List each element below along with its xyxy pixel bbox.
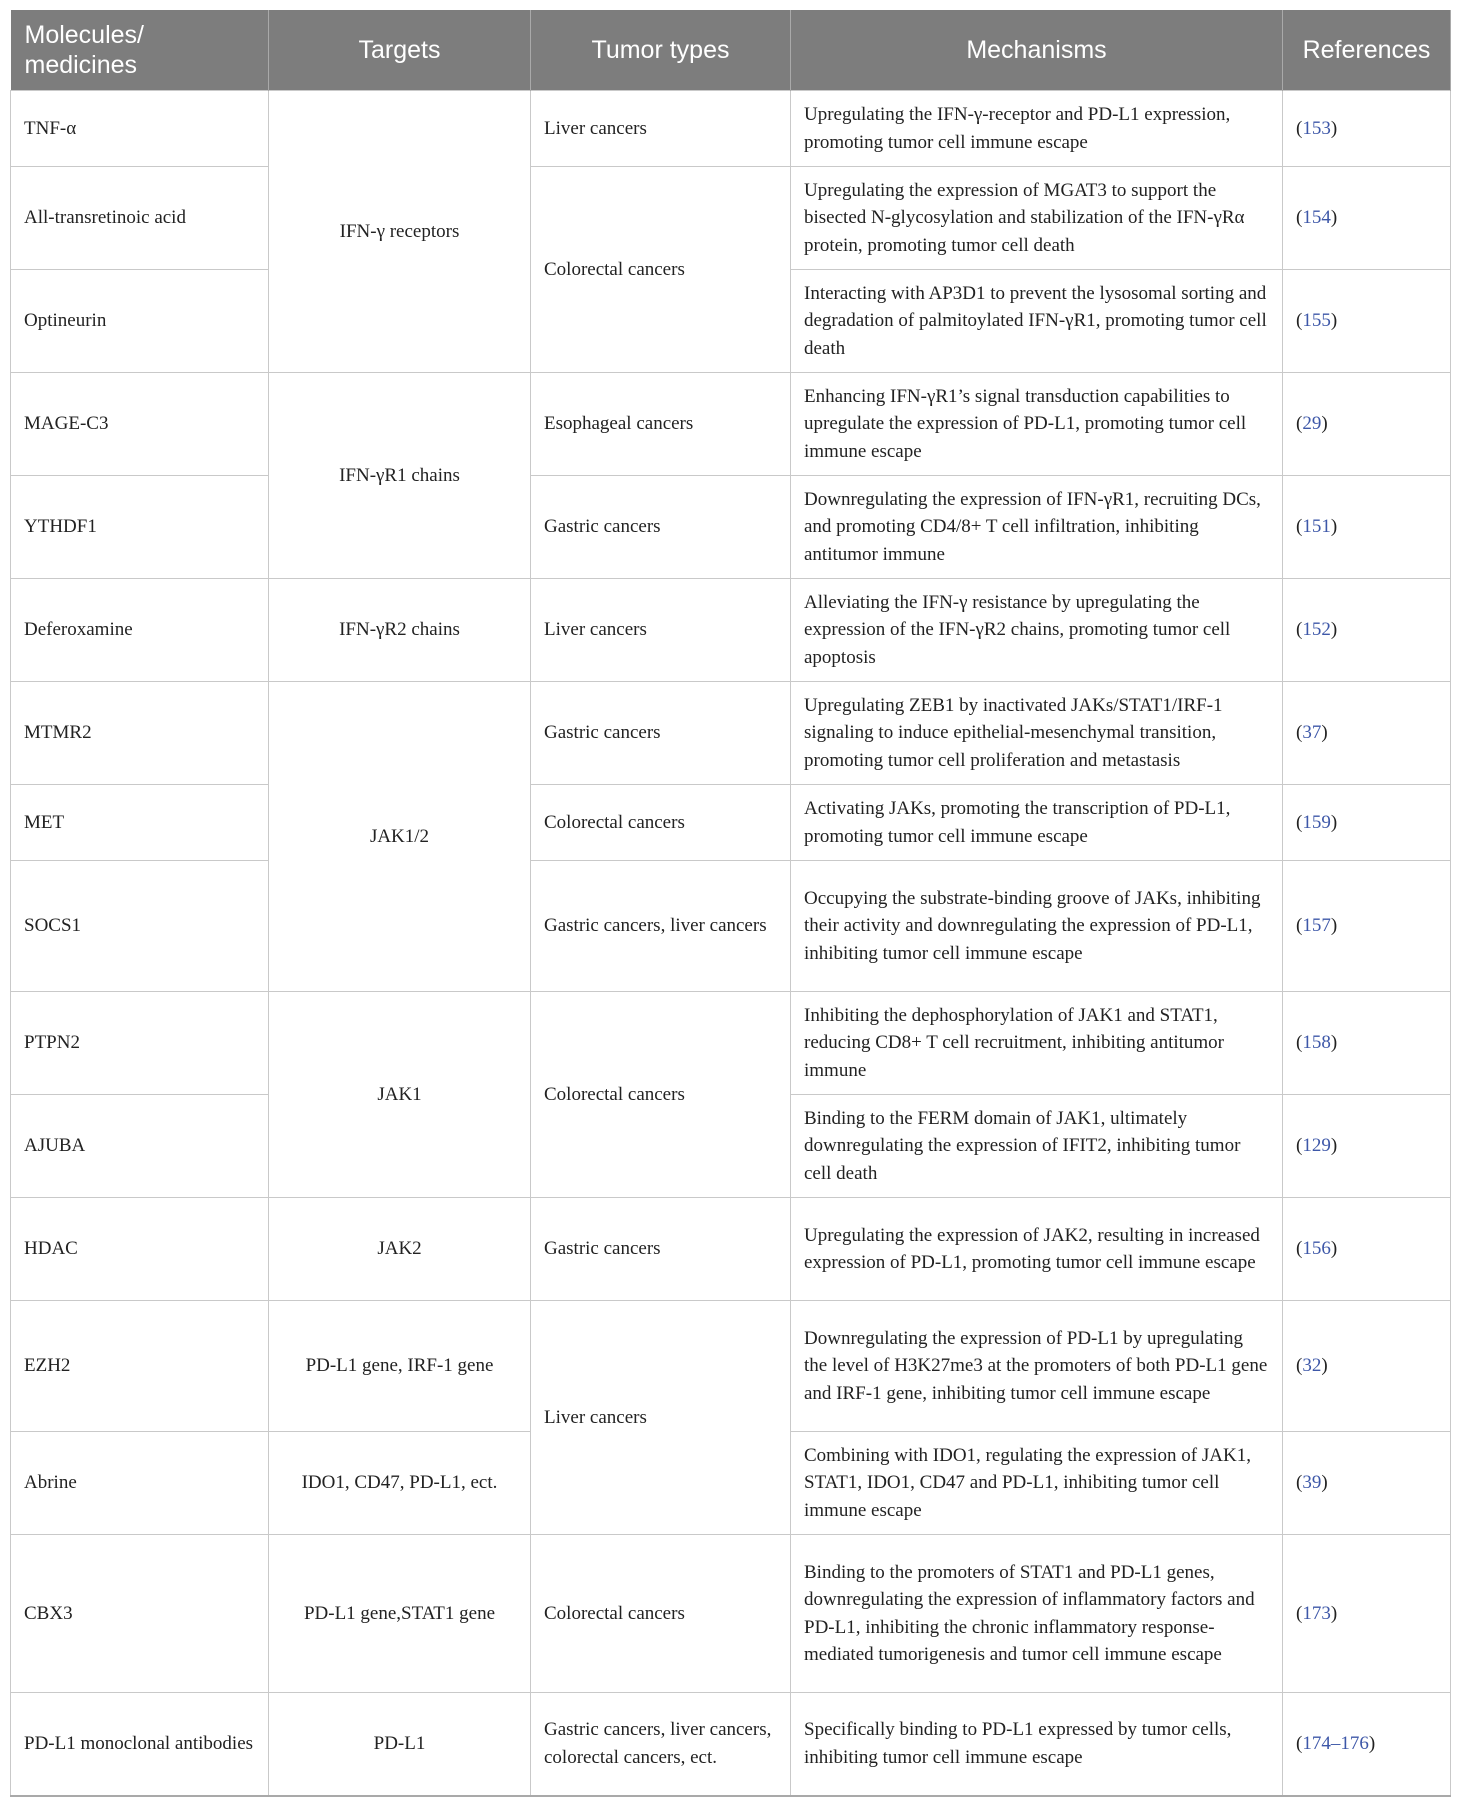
table-row [11,167,1451,270]
reference-link[interactable]: 154 [1302,207,1331,229]
mechanism-cell: Activating JAKs, promoting the transcription of PD-L1, promoting tumor cell immune escape [791,785,1283,861]
header-references: References [1283,10,1451,91]
target-cell: PD-L1 gene,STAT1 gene [269,1535,531,1693]
molecule-cell: PTPN2 [11,992,269,1095]
mechanism-cell: Occupying the substrate-binding groove of JAKs, inhibiting their activity and downregulating the expression of PD-L1, inhibiting tumor cell immune escape [791,861,1283,992]
target-cell: IFN-γR2 chains [269,579,531,682]
tumor-type-cell: Gastric cancers [531,1198,791,1301]
molecule-cell: HDAC [11,1198,269,1301]
tumor-type-cell: Liver cancers [531,579,791,682]
table-row [11,1198,1451,1301]
reference-cell: (37) [1283,682,1451,785]
table-row [11,1535,1451,1693]
molecule-cell: PD-L1 monoclonal antibodies [11,1693,269,1796]
molecule-cell: SOCS1 [11,861,269,992]
tumor-type-cell: Liver cancers [531,91,791,167]
reference-cell: (39) [1283,1432,1451,1535]
molecule-cell: MTMR2 [11,682,269,785]
reference-link[interactable]: 173 [1302,1602,1331,1624]
table-row [11,992,1451,1095]
table-row [11,91,1451,167]
molecule-cell: All-transretinoic acid [11,167,269,270]
reference-cell: (155) [1283,270,1451,373]
reference-link[interactable]: 157 [1302,915,1331,937]
reference-link[interactable]: 152 [1302,619,1331,641]
mechanism-cell: Downregulating the expression of IFN-γR1, recruiting DCs, and promoting CD4/8+ T cell infiltration, inhibiting antitumor immune [791,476,1283,579]
reference-link[interactable]: 32 [1302,1355,1322,1377]
molecule-cell: AJUBA [11,1095,269,1198]
molecule-cell: Deferoxamine [11,579,269,682]
reference-cell: (157) [1283,861,1451,992]
mechanism-cell: Inhibiting the dephosphorylation of JAK1 and STAT1, reducing CD8+ T cell recruitment, inhibiting antitumor immune [791,992,1283,1095]
target-cell: IDO1, CD47, PD-L1, ect. [269,1432,531,1535]
table-row [11,476,1451,579]
reference-cell: (29) [1283,373,1451,476]
reference-link[interactable]: 158 [1302,1032,1331,1054]
mechanism-cell: Binding to the FERM domain of JAK1, ultimately downregulating the expression of IFIT2, inhibiting tumor cell death [791,1095,1283,1198]
tumor-type-cell: Colorectal cancers [531,992,791,1198]
molecule-cell: CBX3 [11,1535,269,1693]
header-targets: Targets [269,10,531,91]
reference-cell: (154) [1283,167,1451,270]
mechanism-cell: Upregulating the IFN-γ-receptor and PD-L1 expression, promoting tumor cell immune escape [791,91,1283,167]
molecule-cell: TNF-α [11,91,269,167]
reference-cell: (159) [1283,785,1451,861]
reference-cell: (173) [1283,1535,1451,1693]
molecule-cell: MAGE-C3 [11,373,269,476]
reference-link[interactable]: 174–176 [1302,1733,1369,1754]
header-mechanisms: Mechanisms [791,10,1283,91]
reference-cell: (174–176) [1283,1693,1451,1796]
tumor-type-cell: Gastric cancers, liver cancers, colorectal cancers, ect. [531,1693,791,1796]
molecule-cell: MET [11,785,269,861]
tumor-type-cell: Colorectal cancers [531,1535,791,1693]
header-tumor-types: Tumor types [531,10,791,91]
table-container [10,10,1450,1797]
mechanism-cell: Upregulating the expression of JAK2, resulting in increased expression of PD-L1, promoting tumor cell immune escape [791,1198,1283,1301]
tumor-type-cell: Gastric cancers, liver cancers [531,861,791,992]
tumor-type-cell: Gastric cancers [531,476,791,579]
reference-link[interactable]: 37 [1302,722,1322,744]
reference-cell: (32) [1283,1301,1451,1432]
mechanism-cell: Binding to the promoters of STAT1 and PD-L1 genes, downregulating the expression of inflammatory factors and PD-L1, inhibiting the chronic inflammatory response-mediated tumorigenesis and tumor cell immune escape [791,1535,1283,1693]
reference-link[interactable]: 129 [1302,1135,1331,1157]
reference-cell: (156) [1283,1198,1451,1301]
table-row [11,373,1451,476]
reference-link[interactable]: 39 [1302,1472,1322,1494]
target-cell: JAK2 [269,1198,531,1301]
reference-cell: (158) [1283,992,1451,1095]
target-cell: PD-L1 [269,1693,531,1796]
reference-link[interactable]: 156 [1302,1238,1331,1260]
table-row [11,1693,1451,1796]
target-cell: JAK1/2 [269,682,531,992]
tumor-type-cell: Colorectal cancers [531,167,791,373]
reference-link[interactable]: 159 [1302,811,1331,833]
molecule-cell: EZH2 [11,1301,269,1432]
mechanism-cell: Upregulating the expression of MGAT3 to support the bisected N-glycosylation and stabilization of the IFN-γRα protein, promoting tumor cell death [791,167,1283,270]
table-row [11,1301,1451,1432]
reference-cell: (151) [1283,476,1451,579]
table-row [11,861,1451,992]
reference-cell: (153) [1283,91,1451,167]
mechanism-cell: Combining with IDO1, regulating the expression of JAK1, STAT1, IDO1, CD47 and PD-L1, inhibiting tumor cell immune escape [791,1432,1283,1535]
mechanism-cell: Alleviating the IFN-γ resistance by upregulating the expression of the IFN-γR2 chains, promoting tumor cell apoptosis [791,579,1283,682]
tumor-type-cell: Esophageal cancers [531,373,791,476]
target-cell: JAK1 [269,992,531,1198]
tumor-type-cell: Colorectal cancers [531,785,791,861]
molecule-cell: Optineurin [11,270,269,373]
reference-cell: (152) [1283,579,1451,682]
tumor-type-cell: Liver cancers [531,1301,791,1535]
reference-link[interactable]: 155 [1302,310,1331,332]
mechanism-cell: Interacting with AP3D1 to prevent the lysosomal sorting and degradation of palmitoylated IFN-γR1, promoting tumor cell death [791,270,1283,373]
reference-link[interactable]: 29 [1302,413,1322,435]
target-cell: IFN-γR1 chains [269,373,531,579]
data-table [10,10,1451,1797]
molecule-cell: Abrine [11,1432,269,1535]
mechanism-cell: Downregulating the expression of PD-L1 by upregulating the level of H3K27me3 at the promoters of both PD-L1 gene and IRF-1 gene, inhibiting tumor cell immune escape [791,1301,1283,1432]
molecule-cell: YTHDF1 [11,476,269,579]
header-molecules: Molecules/ medicines [11,10,269,91]
target-cell: PD-L1 gene, IRF-1 gene [269,1301,531,1432]
table-row [11,682,1451,785]
reference-link[interactable]: 153 [1302,117,1331,139]
table-row [11,785,1451,861]
tumor-type-cell: Gastric cancers [531,682,791,785]
mechanism-cell: Specifically binding to PD-L1 expressed by tumor cells, inhibiting tumor cell immune escape [791,1693,1283,1796]
table-row [11,579,1451,682]
mechanism-cell: Enhancing IFN-γR1’s signal transduction capabilities to upregulate the expression of PD-L1, promoting tumor cell immune escape [791,373,1283,476]
reference-cell: (129) [1283,1095,1451,1198]
target-cell: IFN-γ receptors [269,91,531,373]
reference-link[interactable]: 151 [1302,516,1331,538]
header-row [11,10,1451,91]
mechanism-cell: Upregulating ZEB1 by inactivated JAKs/STAT1/IRF-1 signaling to induce epithelial-mesenchymal transition, promoting tumor cell proliferation and metastasis [791,682,1283,785]
